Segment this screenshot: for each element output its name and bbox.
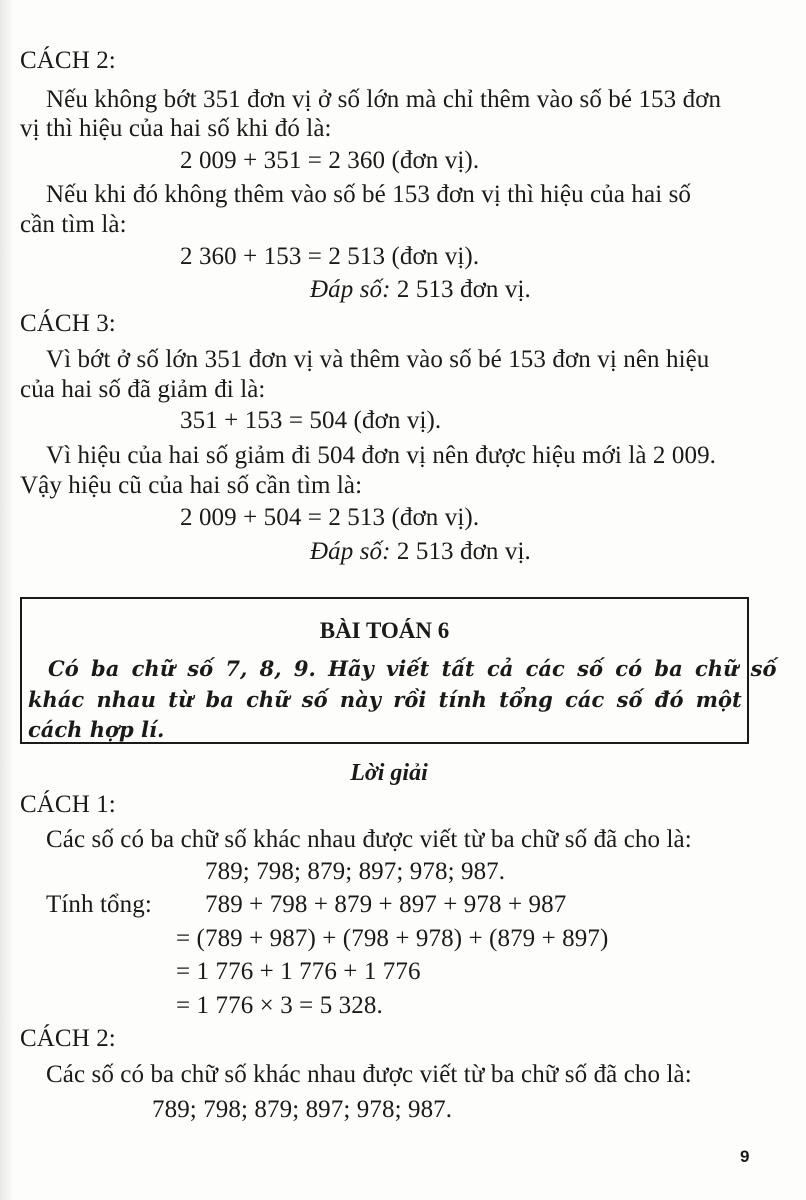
solution-title: Lời giải xyxy=(350,760,428,786)
sum-step: = 1 776 + 1 776 + 1 776 xyxy=(176,958,421,985)
sum-step: = 1 776 × 3 = 5 328. xyxy=(176,992,383,1019)
page-number: 9 xyxy=(740,1147,750,1166)
sum-step: = (789 + 987) + (798 + 978) + (879 + 897) xyxy=(176,925,609,952)
section-heading: CÁCH 3: xyxy=(20,310,116,337)
problem-title: BÀI TOÁN 6 xyxy=(319,618,450,643)
paragraph-line: Các số có ba chữ số khác nhau được viết từ ba chữ số đã cho là: xyxy=(46,826,692,853)
page-edge-shadow xyxy=(0,0,14,1200)
section-heading: CÁCH 2: xyxy=(20,47,116,74)
paragraph-line: của hai số đã giảm đi là: xyxy=(20,376,266,403)
equation: 2 009 + 351 = 2 360 (đơn vị). xyxy=(180,147,480,174)
section-heading: CÁCH 2: xyxy=(20,1025,116,1052)
equation: 351 + 153 = 504 (đơn vị). xyxy=(180,407,442,434)
equation: 2 360 + 153 = 2 513 (đơn vị). xyxy=(180,243,480,270)
answer-line xyxy=(310,537,531,567)
paragraph-line: cần tìm là: xyxy=(20,211,127,238)
number-list: 789; 798; 879; 897; 978; 987. xyxy=(205,858,506,885)
problem-text-line: khác nhau từ ba chữ số này rồi tính tổng các số đó một xyxy=(28,687,742,712)
paragraph-line: Vì bớt ở số lớn 351 đơn vị và thêm vào số bé 153 đơn vị nên hiệu xyxy=(46,346,710,373)
answer-line xyxy=(310,275,531,305)
problem-box xyxy=(20,597,777,744)
problem-text-line: cách hợp lí. xyxy=(28,717,165,742)
paragraph-line: vị thì hiệu của hai số khi đó là: xyxy=(20,115,332,142)
answer-value: 2 513 đơn vị. xyxy=(390,276,531,303)
answer-label: Đáp số: xyxy=(310,538,391,565)
sum-step: 789 + 798 + 879 + 897 + 978 + 987 xyxy=(205,891,567,918)
paragraph-line: Các số có ba chữ số khác nhau được viết từ ba chữ số đã cho là: xyxy=(46,1061,692,1088)
answer-label: Đáp số: xyxy=(310,276,391,303)
problem-text-line: Có ba chữ số 7, 8, 9. Hãy viết tất cả các số có ba chữ số xyxy=(48,656,777,681)
equation: 2 009 + 504 = 2 513 (đơn vị). xyxy=(180,504,480,531)
paragraph-line: Nếu không bớt 351 đơn vị ở số lớn mà chỉ thêm vào số bé 153 đơn xyxy=(46,86,722,113)
section-heading: CÁCH 1: xyxy=(20,791,116,818)
sum-label: Tính tổng: xyxy=(46,891,152,918)
paragraph-line: Nếu khi đó không thêm vào số bé 153 đơn vị thì hiệu của hai số xyxy=(46,181,692,208)
paragraph-line: Vậy hiệu cũ của hai số cần tìm là: xyxy=(20,472,363,499)
number-list: 789; 798; 879; 897; 978; 987. xyxy=(152,1096,453,1123)
answer-value: 2 513 đơn vị. xyxy=(390,538,531,565)
paragraph-line: Vì hiệu của hai số giảm đi 504 đơn vị nên được hiệu mới là 2 009. xyxy=(46,442,717,469)
